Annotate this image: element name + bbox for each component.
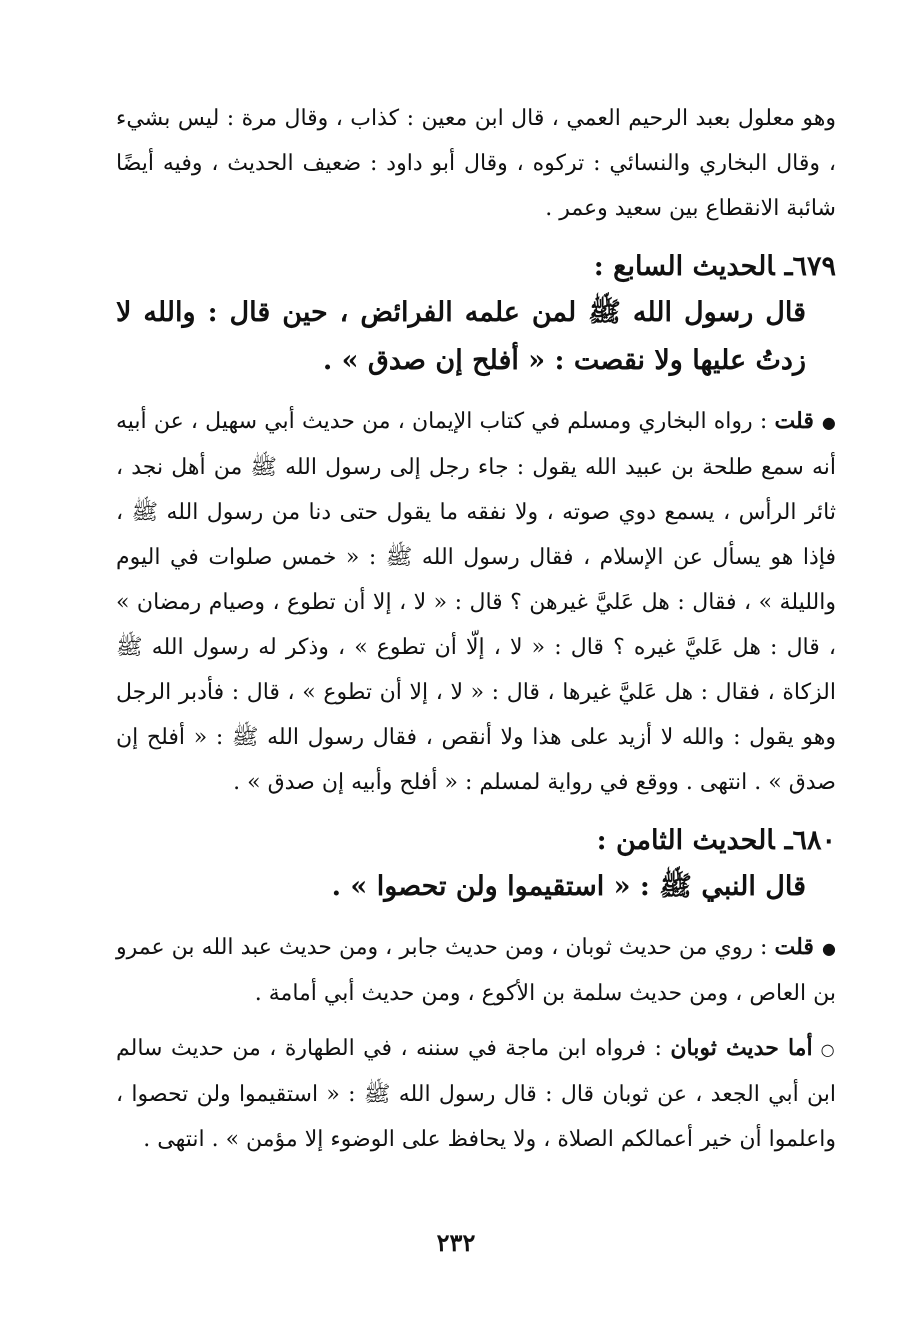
hadith-679-quote: قال رسول الله ﷺ لمن علمه الفرائض ، حين قال : والله لا زدتُ عليها ولا نقصت : « أفلح إن صدق » . bbox=[116, 297, 806, 376]
hadith-680-title: الحديث الثامن : bbox=[596, 825, 775, 856]
hadith-680-heading bbox=[116, 819, 836, 863]
commentary-label: قلت bbox=[774, 934, 814, 960]
thawban-paragraph bbox=[116, 1026, 836, 1162]
hadith-680-commentary bbox=[116, 925, 836, 1016]
hadith-679-commentary bbox=[116, 399, 836, 805]
hadith-679-title: الحديث السابع : bbox=[593, 251, 775, 282]
circle-marker: ○ bbox=[820, 1040, 836, 1059]
thawban-label: أما حديث ثوبان bbox=[670, 1035, 813, 1061]
hadith-679-number: ٦٧٩ـ bbox=[784, 251, 836, 282]
thawban-text: : فرواه ابن ماجة في سننه ، في الطهارة ، من حديث سالم ابن أبي الجعد ، عن ثوبان قال : قال رسول الله ﷺ : « استقيموا ولن تحصوا ، واعلموا أن خير أعمالكم الصلاة ، ولا يحافظ على الوضوء إلا مؤمن » . انتهى . bbox=[116, 1036, 836, 1152]
bullet-marker: ● bbox=[821, 939, 836, 958]
bullet-marker: ● bbox=[821, 413, 837, 432]
hadith-679-heading bbox=[116, 245, 836, 289]
intro-paragraph: وهو معلول بعبد الرحيم العمي ، قال ابن معين : كذاب ، وقال مرة : ليس بشيء ، وقال البخاري والنسائي : تركوه ، وقال أبو داود : ضعيف الحديث ، وفيه أيضًا شائبة الانقطاع بين سعيد وعمر . bbox=[116, 106, 836, 221]
hadith-680-commentary-text: : روي من حديث ثوبان ، ومن حديث جابر ، ومن حديث عبد الله بن عمرو بن العاص ، ومن حديث سلمة بن الأكوع ، ومن حديث أبي أمامة . bbox=[116, 935, 836, 1006]
hadith-679-commentary-text: : رواه البخاري ومسلم في كتاب الإيمان ، من حديث أبي سهيل ، عن أبيه أنه سمع طلحة بن عبيد الله يقول : جاء رجل إلى رسول الله ﷺ من أهل نجد ، ثائر الرأس ، يسمع دوي صوته ، ولا نفقه ما يقول حتى دنا من رسول الله ﷺ ، فإذا هو يسأل عن الإسلام ، فقال رسول الله ﷺ : « خمس صلوات في اليوم والليلة » ، فقال : هل عَليَّ غيرهن ؟ قال : « لا ، إلا أن تطوع ، وصيام رمضان » ، قال : هل عَليَّ غيره ؟ قال : « لا ، إلّا أن تطوع » ، وذكر له رسول الله ﷺ الزكاة ، فقال : هل عَليَّ غيرها ، قال : « لا ، إلا أن تطوع » ، قال : فأدبر الرجل وهو يقول : والله لا أزيد على هذا ولا أنقص ، فقال رسول الله ﷺ : « أفلح إن صدق » . انتهى . ووقع في رواية لمسلم : « أفلح وأبيه إن صدق » . bbox=[116, 409, 837, 795]
hadith-680-number: ٦٨٠ـ bbox=[784, 825, 836, 856]
commentary-label: قلت bbox=[774, 408, 814, 434]
hadith-680-quote: قال النبي ﷺ : « استقيموا ولن تحصوا » . bbox=[331, 871, 806, 902]
page-number: ٢٣٢ bbox=[436, 1228, 476, 1257]
